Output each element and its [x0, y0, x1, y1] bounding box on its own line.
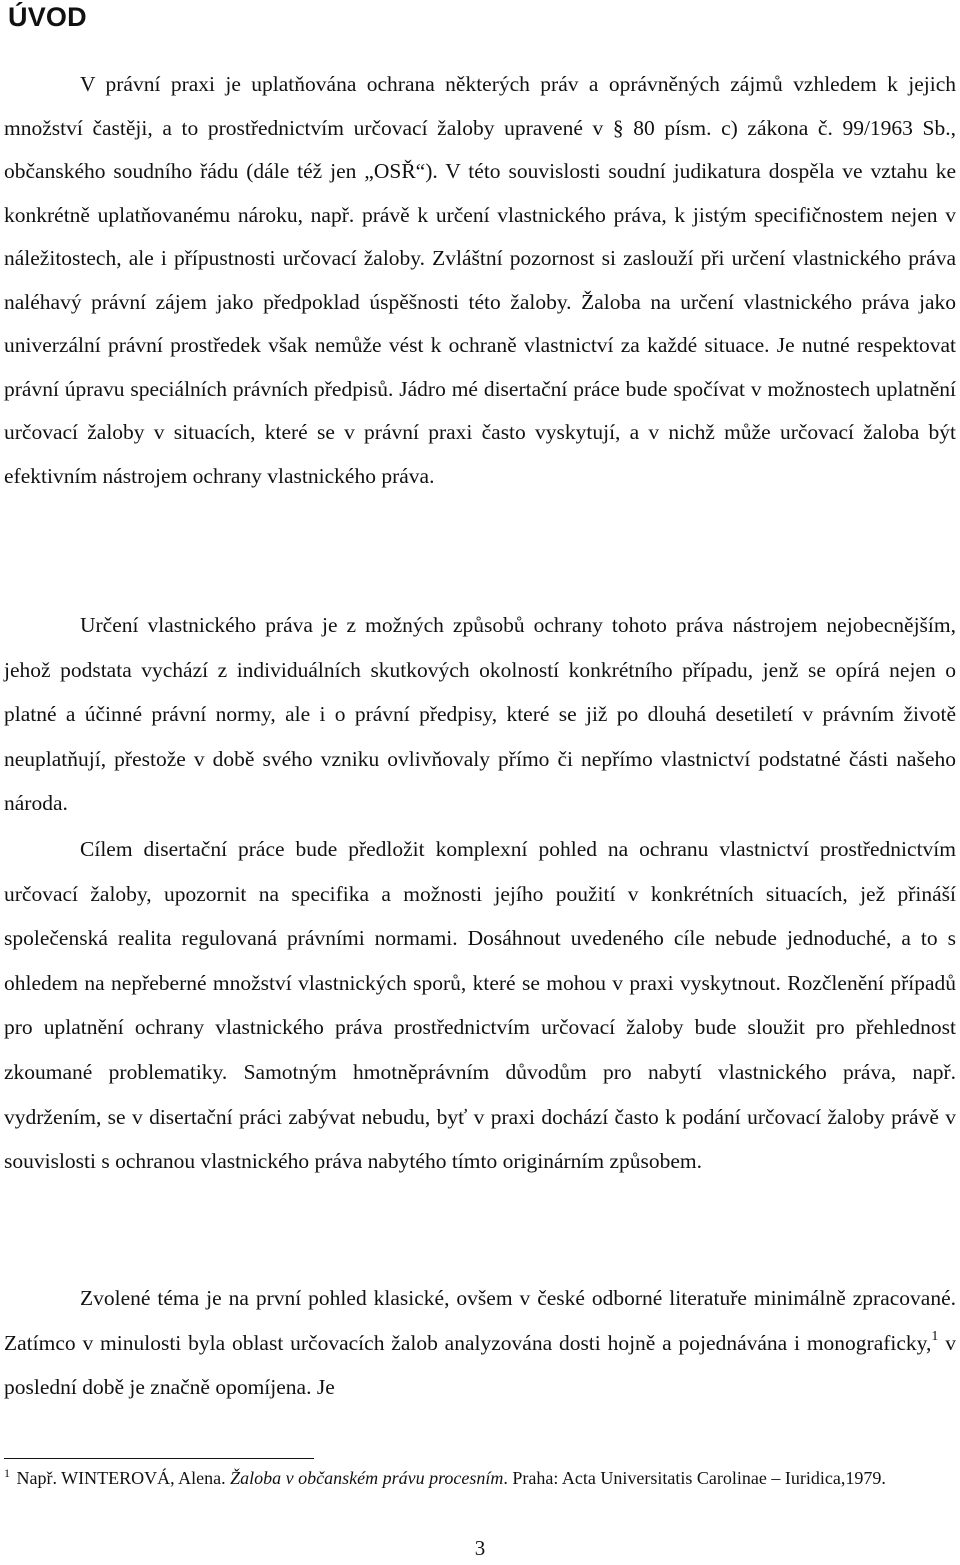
paragraph-2: Určení vlastnického práva je z možných způsobů ochrany tohoto práva nástrojem nejobecnějším, jehož podstata vychází z individuálních skutkových okolností konkrétního případu, jenž se opírá nejen o platné a účinné právní normy, ale i o právní předpisy, které se již po dlouhá desetiletí v právním životě neuplatňují, přestože v době svého vzniku ovlivňovaly přímo či nepřímo vlastnictví podstatné části našeho národa. — [4, 613, 956, 816]
page-title: ÚVOD — [8, 2, 87, 32]
paragraph-1: V právní praxi je uplatňována ochrana některých práv a oprávněných zájmů vzhledem k jejich množství častěji, a to prostřednictvím určovací žaloby upravené v § 80 písm. c) zákona č. 99/1963 Sb., občanského soudního řádu (dále též jen „OSŘ“). V této souvislosti soudní judikatura dospěla ve vztahu ke konkrétně uplatňovanému nároku, např. právě k určení vlastnického práva, k jistým specifičnostem nejen v náležitostech, ale i přípustnosti určovací žaloby. Zvláštní pozornost si zaslouží při určení vlastnického práva naléhavý právní zájem jako předpoklad úspěšnosti této žaloby. Žaloba na určení vlastnického práva jako univerzální právní prostředek však nemůže vést k ochraně vlastnictví za každé situace. Je nutné respektovat právní úpravu speciálních právních předpisů. Jádro mé disertační práce bude spočívat v možnostech uplatnění určovací žaloby v situacích, které se v právní praxi často vyskytují, a v nichž může určovací žaloba být efektivním nástrojem ochrany vlastnického práva. — [4, 72, 956, 488]
footnote-reference[interactable]: 1 — [931, 1328, 939, 1344]
footnote-separator — [4, 1458, 314, 1459]
page-number: 3 — [474, 1536, 486, 1560]
footnote-text-before: Např. WINTEROVÁ, Alena. — [12, 1468, 231, 1488]
footnote — [4, 1465, 956, 1491]
footnote-book-title: Žaloba v občanském právu procesním — [230, 1468, 504, 1488]
paragraph-3: Cílem disertační práce bude předložit komplexní pohled na ochranu vlastnictví prostřednictvím určovací žaloby, upozornit na specifika a možnosti jejího použití v konkrétních situacích, jež přináší společenská realita regulovaná právními normami. Dosáhnout uvedeného cíle nebude jednoduché, a to s ohledem na nepřeberné množství vlastnických sporů, které se mohou v praxi vyskytnout. Rozčlenění případů pro uplatnění ochrany vlastnického práva prostřednictvím určovací žaloby bude sloužit pro přehlednost zkoumané problematiky. Samotným hmotněprávním důvodům pro nabytí vlastnického práva, např. vydržením, se v disertační práci zabývat nebudu, byť v praxi dochází často k podání určovací žaloby právě v souvislosti s ochranou vlastnického práva nabytého tímto originárním způsobem. — [4, 837, 956, 1174]
paragraph-4-text-after: v poslední době je značně opomíjena. Je — [4, 1330, 957, 1400]
footnote-number: 1 — [4, 1466, 10, 1480]
footnote-text-after: . Praha: Acta Universitatis Carolinae – Iuridica,1979. — [503, 1468, 886, 1488]
paragraph-4 — [4, 1276, 956, 1410]
paragraph-4-text-before: Zvolené téma je na první pohled klasické, ovšem v české odborné literatuře minimálně zpracované. Zatímco v minulosti byla oblast určovacích žalob analyzována dosti hojně a pojednávána i monograficky, — [4, 1286, 956, 1355]
